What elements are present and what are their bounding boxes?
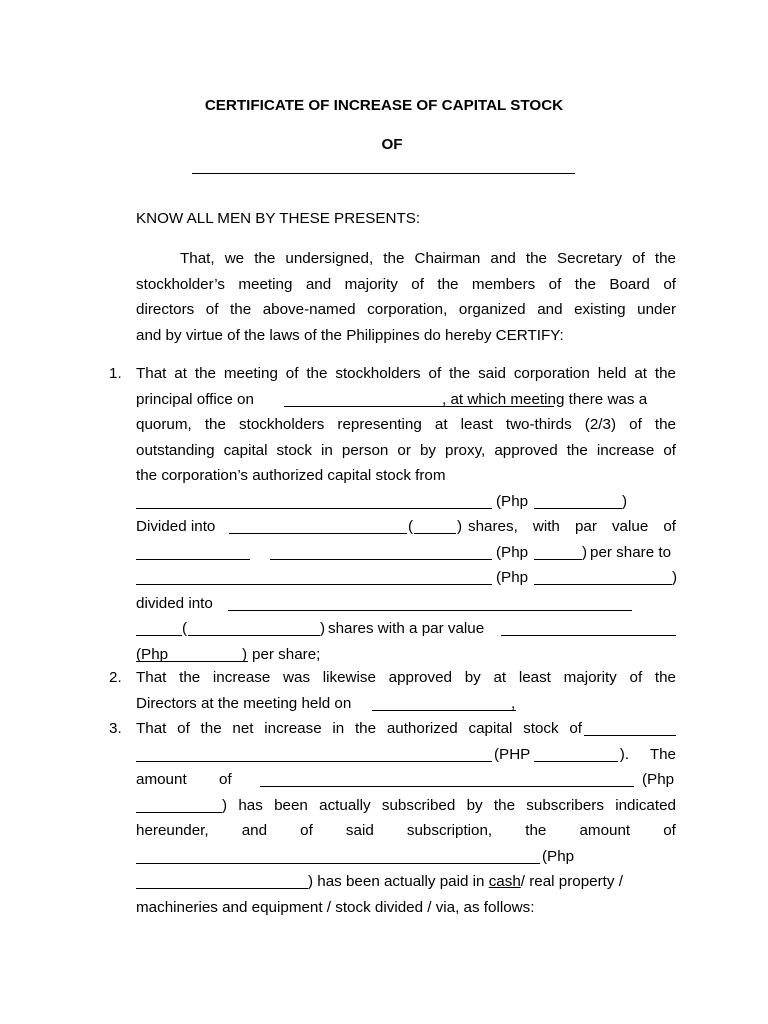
subscribed-row: [136, 793, 676, 819]
item-1-line: outstanding capital stock in person or by proxy, approved the increase of: [136, 441, 676, 459]
per-share-row: [136, 642, 676, 668]
to-amount-words-blank[interactable]: [136, 584, 492, 585]
from-amount-words-blank[interactable]: [136, 508, 492, 509]
directors-meeting-date-blank[interactable]: [372, 710, 516, 711]
paren-close: ): [622, 492, 628, 510]
php-label: (Php: [542, 847, 575, 865]
to-amount-row: [136, 565, 676, 591]
item-1-line: That at the meeting of the stockholders of the said corporation held at the: [136, 365, 676, 382]
paid-amount-words-blank[interactable]: [136, 863, 540, 864]
paid-amount-row: [136, 844, 676, 870]
paid-php-blank[interactable]: [136, 888, 308, 889]
paid-text: [308, 869, 623, 895]
item-2: [109, 665, 676, 716]
paren-close: ): [582, 543, 588, 561]
subscription-word: subscription,: [406, 822, 493, 839]
comma: ,: [511, 694, 516, 712]
paren-close: ): [242, 645, 248, 663]
item-number: 2.: [109, 669, 122, 686]
net-increase-php-blank[interactable]: [534, 761, 618, 762]
subscribed-text: ) has been actually subscribed by the subscribers indicated: [222, 796, 676, 814]
directors-meeting-label: Directors at the meeting held on: [136, 694, 352, 712]
new-shares-words-blank[interactable]: [228, 610, 548, 611]
item-1: [109, 361, 678, 667]
shares-words-blank[interactable]: [229, 533, 407, 534]
from-amount-php-blank[interactable]: [534, 508, 622, 509]
of-word: of: [663, 822, 676, 839]
php-label: (Php: [496, 492, 529, 510]
amount-word: amount: [579, 822, 631, 839]
principal-office-label: principal office on: [136, 390, 254, 408]
shares-par-row: [136, 616, 676, 642]
item-3-line: [136, 716, 676, 742]
hereunder-word: hereunder,: [136, 822, 209, 839]
per-share-to-label: per share to: [590, 543, 672, 561]
from-amount-row: [136, 489, 676, 515]
amount-row: [136, 767, 676, 793]
item-1-line: quorum, the stockholders representing at least two-thirds (2/3) of the: [136, 416, 676, 433]
divided-into-lower-row: [136, 591, 676, 617]
paren-open: (: [182, 620, 188, 637]
intro-line: and by virtue of the laws of the Philippines do hereby CERTIFY:: [136, 326, 564, 344]
of-word: of: [300, 822, 313, 839]
new-shares-number-blank[interactable]: [188, 635, 320, 636]
per-share-php-underline[interactable]: [136, 661, 248, 662]
amount-label: amount: [136, 771, 187, 788]
php-label: (Php: [136, 645, 169, 663]
intro-paragraph: [136, 246, 676, 348]
intro-line: directors of the above-named corporation, organized and existing under: [136, 301, 676, 318]
par-value-row: [136, 540, 676, 566]
cash-option: cash: [488, 873, 521, 890]
paren-close: ): [320, 620, 326, 637]
php-label: (Php: [496, 569, 529, 586]
intro-line: That, we the undersigned, the Chairman and the Secretary of the: [180, 250, 676, 267]
per-share-label: per share;: [252, 645, 321, 663]
paren-open: (: [408, 518, 414, 535]
corporation-name-blank[interactable]: [192, 173, 575, 174]
to-amount-php-blank[interactable]: [534, 584, 672, 585]
net-increase-text: That of the net increase in the authorized capital stock of: [136, 720, 582, 737]
item-2-line: [136, 691, 676, 717]
par-value-php-blank[interactable]: [534, 559, 582, 560]
divided-into-label: Divided into: [136, 518, 216, 535]
subscribed-amount-words-blank[interactable]: [260, 786, 616, 787]
shares-number-blank[interactable]: [414, 533, 456, 534]
php-label: (Php: [496, 543, 529, 561]
item-1-line: the corporation’s authorized capital stock from: [136, 467, 446, 484]
and-word: and: [241, 822, 268, 839]
know-all-men-heading: KNOW ALL MEN BY THESE PRESENTS:: [136, 210, 421, 227]
said-word: said: [345, 822, 374, 839]
par-value-words-blank-2[interactable]: [270, 559, 446, 560]
item-number: 3.: [109, 720, 122, 737]
meeting-quorum-text: , at which meeting there was a: [442, 390, 648, 408]
real-property-label: / real property /: [520, 873, 623, 890]
document-title: CERTIFICATE OF INCREASE OF CAPITAL STOCK: [204, 97, 564, 114]
subscribed-php-blank[interactable]: [136, 812, 222, 813]
php-label: (Php: [642, 771, 675, 788]
shares-with-par-label: shares with a par value: [328, 620, 485, 637]
new-par-value-blank[interactable]: [501, 635, 676, 636]
item-2-line: That the increase was likewise approved by at least majority of the: [136, 669, 676, 686]
shares-par-value-text: shares, with par value of: [468, 518, 676, 535]
net-increase-words-blank[interactable]: [136, 761, 492, 762]
the-label: ). The: [619, 745, 676, 763]
divided-into-row: [136, 514, 676, 540]
corporation-blank[interactable]: [584, 735, 676, 736]
php-caps-label: (PHP: [494, 745, 531, 763]
new-shares-words-blank-2[interactable]: [548, 610, 632, 611]
paid-in-label: ) has been actually paid in: [308, 873, 485, 890]
item-3: [109, 716, 676, 920]
the-word: the: [525, 822, 547, 839]
item-3-line: machineries and equipment / stock divided / via, as follows:: [136, 898, 535, 916]
new-shares-blank-a[interactable]: [136, 635, 182, 636]
paren-close: ): [672, 569, 678, 586]
paren-close: ): [457, 518, 463, 535]
subscribed-amount-words-blank-2[interactable]: [616, 786, 634, 787]
par-value-words-blank-3[interactable]: [446, 559, 492, 560]
document-title-of: OF: [381, 136, 403, 153]
item-1-line: [136, 387, 676, 413]
hereunder-row: [136, 818, 676, 844]
divided-into-label: divided into: [136, 594, 213, 612]
net-increase-amount-row: [136, 742, 676, 768]
intro-line: stockholder’s meeting and majority of the members of the Board of: [136, 275, 676, 293]
paid-row: [136, 869, 676, 895]
par-value-words-blank-1[interactable]: [136, 559, 250, 560]
item-number: 1.: [109, 365, 122, 382]
of-label: of: [219, 771, 232, 788]
